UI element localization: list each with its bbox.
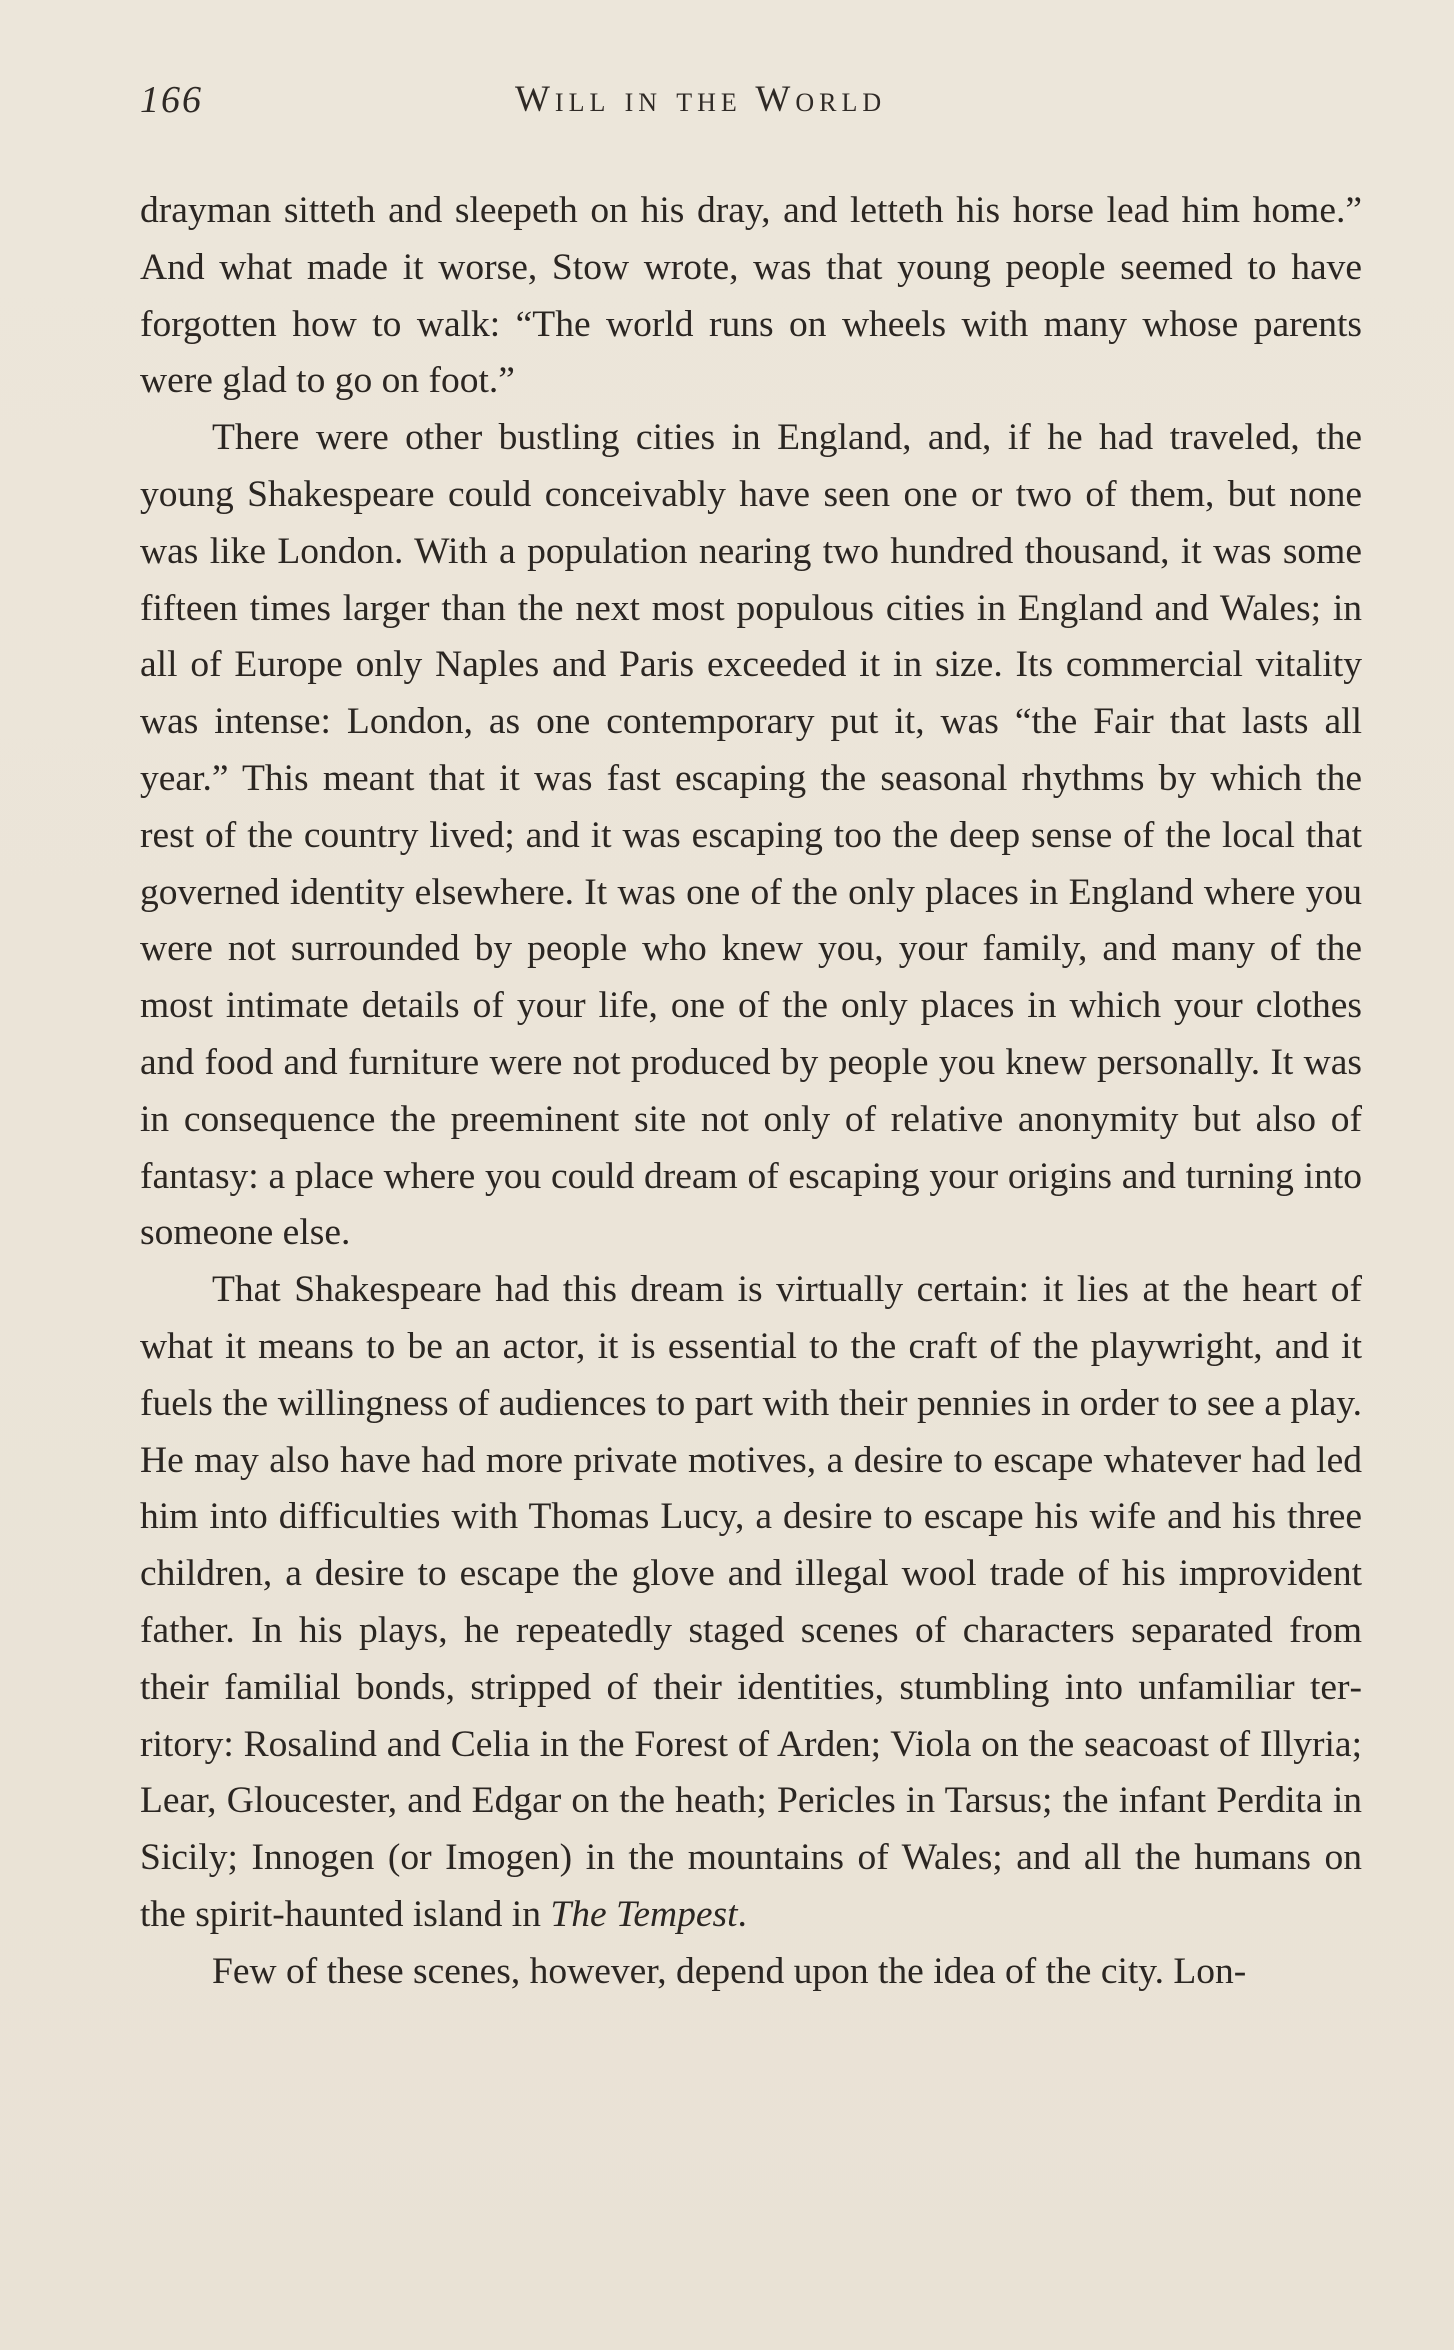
paragraph-text-end: .: [737, 1893, 747, 1935]
running-head: [140, 78, 1362, 128]
paragraph-few-scenes: Few of these scenes, however, depend upon the idea of the city. Lon-: [212, 1950, 1247, 1992]
paragraph-shakespeare-dream: [140, 1262, 1362, 1944]
body-text: [140, 183, 1362, 2001]
play-title-the-tempest: The Tempest: [550, 1893, 738, 1935]
paragraph-continuation: drayman sitteth and sleepeth on his dray, and letteth his horse lead him home.” And what made it worse, Stow wrote, was that young people seemed to have forgotten how to walk: “The world runs on wheels with many whose parents were glad to go on foot.”: [140, 190, 1362, 402]
paragraph-text: That Shakespeare had this dream is virtually certain: it lies at the heart of what it means to be an actor, it is essential to the craft of the playwright, and it fuels the willingness of audiences to part with their pennies in order to see a play. He may also have had more private motives, a desire to escape whatever had led him into difficulties with Thomas Lucy, a desire to escape his wife and his three children, a desire to escape the glove and illegal wool trade of his improvident father. In his plays, he repeatedly staged scenes of characters separated from their familial bonds, stripped of their identities, stumbling into unfamiliar territory: Rosalind and Celia in the Forest of Arden; Viola on the seacoast of Illyria; Lear, Gloucester, and Edgar on the heath; Pericles in Tarsus; the infant Perdita in Sicily; Innogen (or Imogen) in the mountains of Wales; and all the humans on the spirit-haunted island in: [140, 1269, 1362, 1935]
paragraph-london-cities: There were other bustling cities in England, and, if he had traveled, the young Shakespeare could conceivably have seen one or two of them, but none was like London. With a population nearing two hundred thousand, it was some fifteen times larger than the next most populous cities in England and Wales; in all of Europe only Naples and Paris exceeded it in size. Its commercial vitality was intense: London, as one contemporary put it, was “the Fair that lasts all year.” This meant that it was fast escaping the seasonal rhythms by which the rest of the country lived; and it was escaping too the deep sense of the local that governed identity elsewhere. It was one of the only places in England where you were not surrounded by people who knew you, your family, and many of the most intimate details of your life, one of the only places in which your clothes and food and furniture were not produced by people you knew personally. It was in consequence the preeminent site not only of relative anonymity but also of fantasy: a place where you could dream of escaping your origins and turning into someone else.: [140, 417, 1362, 1254]
page-number: 166: [140, 79, 203, 121]
book-title: Will in the World: [515, 79, 887, 120]
